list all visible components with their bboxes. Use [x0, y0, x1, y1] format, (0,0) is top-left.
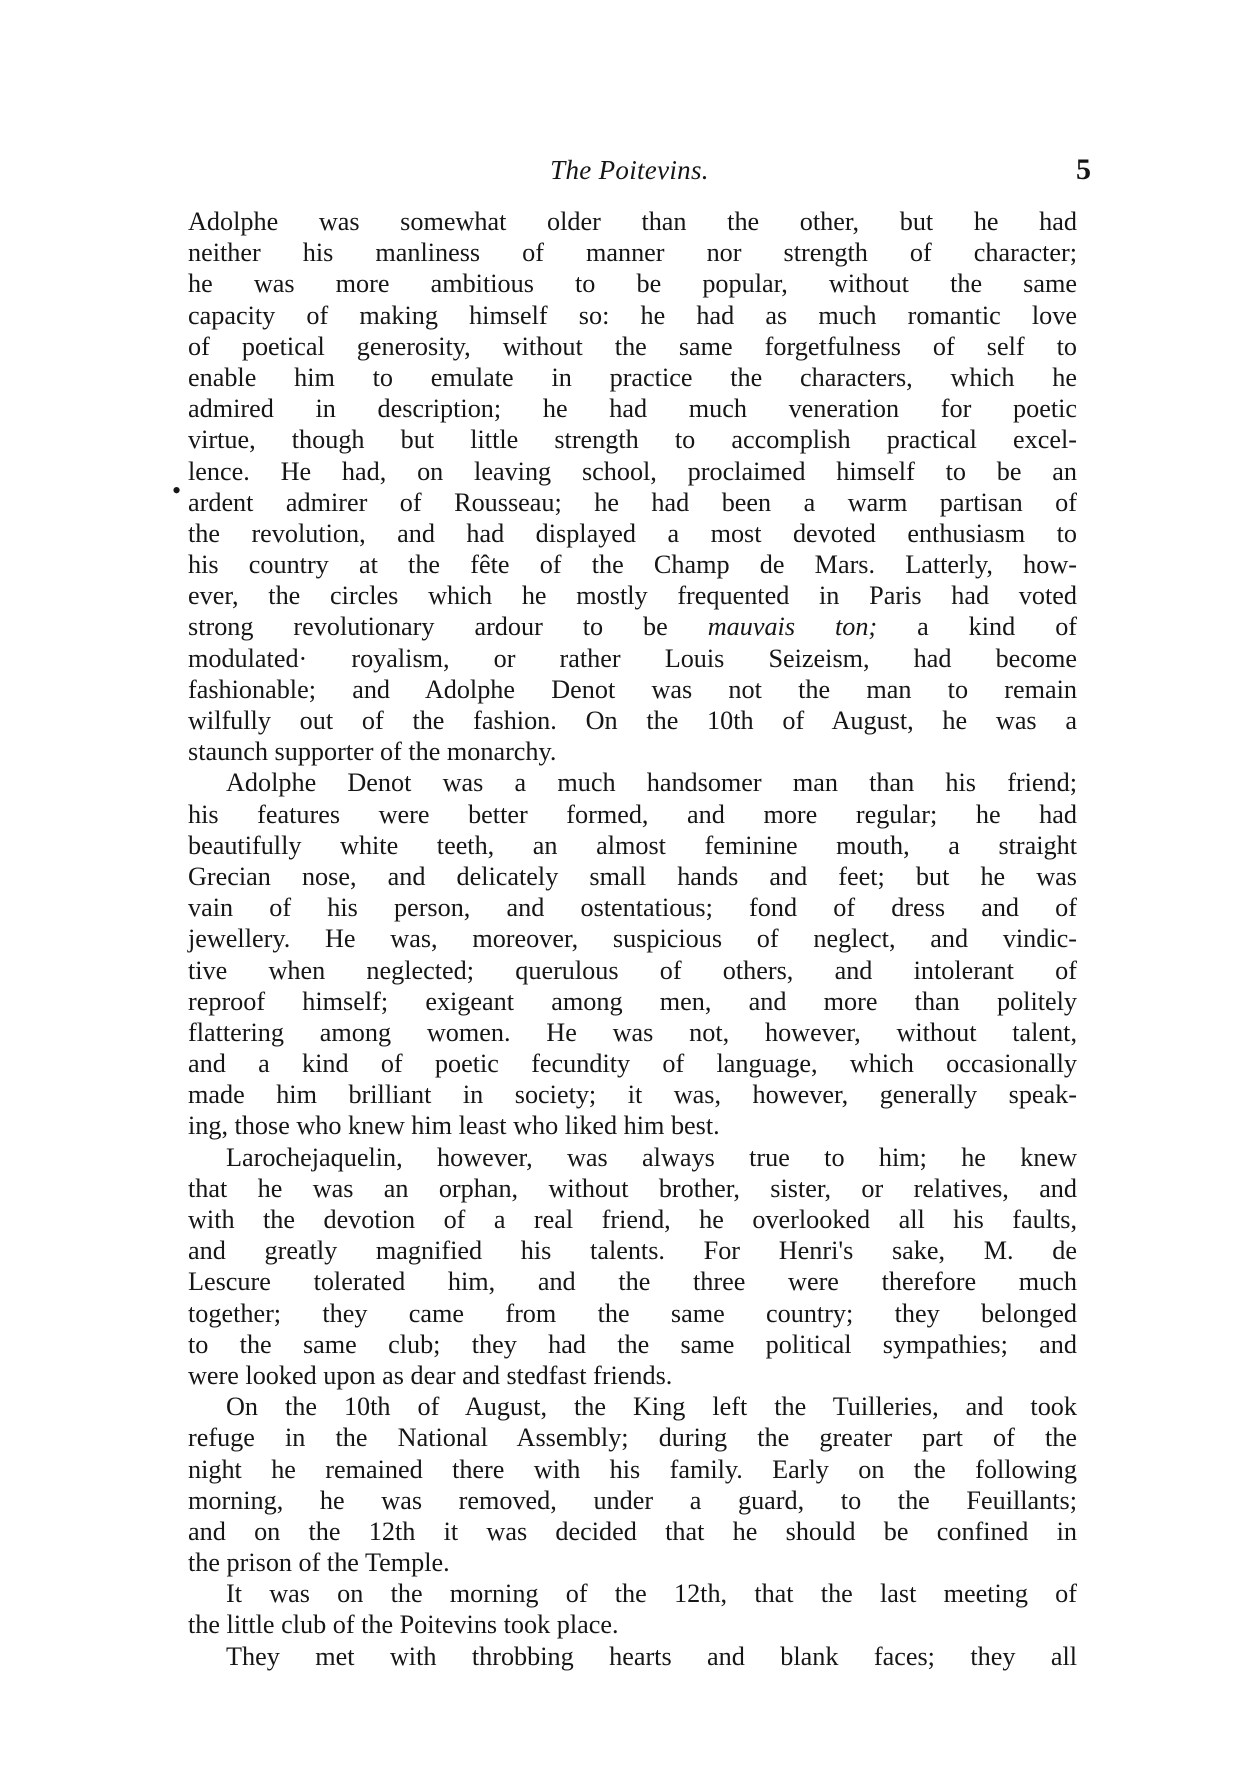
text-line-with-italic	[188, 611, 1077, 642]
text-line: On the 10th of August, the King left the Tuilleries, and took	[226, 1392, 1077, 1422]
text-line: vain of his person, and ostentatious; fond of dress and of	[188, 893, 1077, 923]
text-line: the prison of the Temple.	[188, 1548, 450, 1578]
text-line: his country at the fête of the Champ de Mars. Latterly, how-	[188, 550, 1077, 580]
text-line: and greatly magnified his talents. For Henri's sake, M. de	[188, 1236, 1077, 1266]
paragraph-3	[188, 1142, 1077, 1392]
text-line: made him brilliant in society; it was, however, generally speak-	[188, 1080, 1077, 1110]
text-line: to the same club; they had the same political sympathies; and	[188, 1329, 1077, 1359]
running-title: The Poitevins.	[550, 155, 709, 185]
text-line: were looked upon as dear and stedfast friends.	[188, 1360, 673, 1390]
margin-mark: •	[172, 476, 182, 505]
text-line: the little club of the Poitevins took place.	[188, 1610, 619, 1640]
page-number: 5	[1076, 153, 1091, 186]
text-line: of poetical generosity, without the same forgetfulness of self to	[188, 331, 1077, 361]
text-line: capacity of making himself so: he had as much romantic love	[188, 300, 1077, 330]
text-line: admired in description; he had much veneration for poetic	[188, 394, 1077, 424]
text-line: ardent admirer of Rousseau; he had been a warm partisan of	[188, 487, 1077, 517]
text-line: wilfully out of the fashion. On the 10th of August, he was a	[188, 706, 1077, 735]
text-line: his features were better formed, and more regular; he had	[188, 799, 1077, 829]
text-line: They met with throbbing hearts and blank faces; they all	[226, 1641, 1077, 1671]
text-line: Lescure tolerated him, and the three were therefore much	[188, 1267, 1077, 1297]
line-head: strong revolutionary ardour to be	[188, 612, 668, 642]
text-line: flattering among women. He was not, however, without talent,	[188, 1017, 1077, 1047]
text-line: refuge in the National Assembly; during the greater part of the	[188, 1423, 1077, 1453]
running-head	[0, 150, 1259, 190]
text-line: neither his manliness of manner nor strength of character;	[188, 238, 1077, 268]
text-line: jewellery. He was, moreover, suspicious of neglect, and vindic-	[188, 924, 1077, 954]
italic-phrase: mauvais ton;	[707, 612, 878, 642]
text-line: lence. He had, on leaving school, proclaimed himself to be an	[188, 456, 1077, 486]
text-line: fashionable; and Adolphe Denot was not the man to remain	[188, 674, 1077, 704]
text-line: Adolphe Denot was a much handsomer man than his friend;	[226, 768, 1077, 798]
paragraph-5	[188, 1578, 1077, 1640]
text-line: Adolphe was somewhat older than the other, but he had	[188, 207, 1077, 236]
text-line: morning, he was removed, under a guard, to the Feuillants;	[188, 1485, 1077, 1515]
paragraph-6	[188, 1641, 1077, 1672]
paragraph-2	[188, 767, 1077, 1141]
paragraph-4	[188, 1391, 1077, 1578]
text-line: the revolution, and had displayed a most devoted enthusiasm to	[188, 518, 1077, 548]
text-line: staunch supporter of the monarchy.	[188, 737, 557, 767]
text-line: and a kind of poetic fecundity of language, which occasionally	[188, 1049, 1077, 1079]
text-line: It was on the morning of the 12th, that the last meeting of	[226, 1579, 1077, 1609]
text-line: he was more ambitious to be popular, without the same	[188, 269, 1077, 299]
paragraph-1	[188, 206, 1077, 767]
text-line: Grecian nose, and delicately small hands and feet; but he was	[188, 861, 1077, 891]
text-line: virtue, though but little strength to accomplish practical excel-	[188, 425, 1077, 455]
text-line: ever, the circles which he mostly frequented in Paris had voted	[188, 581, 1077, 611]
text-line: and on the 12th it was decided that he should be confined in	[188, 1516, 1077, 1546]
text-line: reproof himself; exigeant among men, and more than politely	[188, 986, 1077, 1016]
text-line: together; they came from the same country; they belonged	[188, 1298, 1077, 1328]
text-line: beautifully white teeth, an almost feminine mouth, a straight	[188, 830, 1077, 860]
text-line: Larochejaquelin, however, was always true to him; he knew	[226, 1142, 1077, 1172]
body-text	[188, 206, 1077, 1672]
text-line: enable him to emulate in practice the characters, which he	[188, 362, 1077, 392]
text-line: with the devotion of a real friend, he overlooked all his faults,	[188, 1205, 1077, 1234]
text-line: that he was an orphan, without brother, sister, or relatives, and	[188, 1173, 1077, 1203]
text-line: tive when neglected; querulous of others, and intolerant of	[188, 955, 1077, 985]
text-line: modulated· royalism, or rather Louis Seizeism, had become	[188, 643, 1077, 673]
line-tail: a kind of	[917, 612, 1078, 642]
text-line: ing, those who knew him least who liked him best.	[188, 1111, 720, 1141]
text-line: night he remained there with his family. Early on the following	[188, 1454, 1077, 1484]
